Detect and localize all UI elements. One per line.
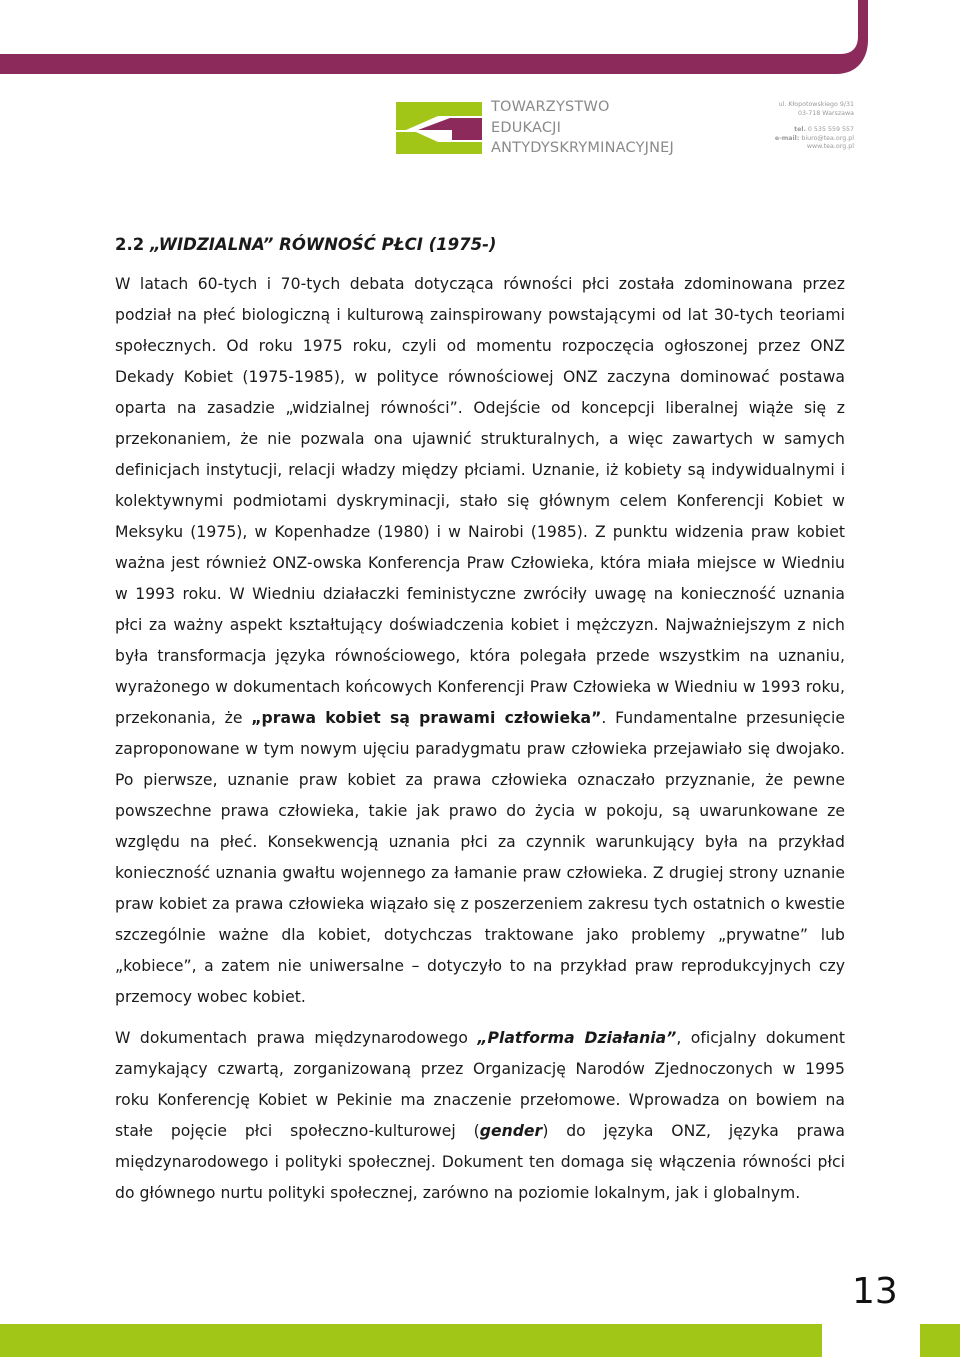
section-heading: 2.2 „WIDZIALNA” RÓWNOŚĆ PŁCI (1975-) [115,235,497,254]
address-line-2: 03-718 Warszawa [797,109,854,117]
org-name-line-1: TOWARZYSTWO [491,99,610,115]
emphasis-gender: gender [479,1122,543,1140]
address-line-1: ul. Kłopotowskiego 9/31 [778,101,854,108]
org-name-line-2: EDUKACJI [491,119,562,136]
website-link[interactable]: www.tea.org.pl [806,143,854,151]
page-number: 13 [852,1271,898,1312]
paragraph-1: W latach 60-tych i 70-tych debata dotycząca równości płci została zdominowana przez podział na płeć biologiczną i kulturową zainspirowany powstającymi od lat 30-tych teoriami społecznych. Od roku 1975 roku, czyli od momentu rozpoczęcia ogłoszonej przez ONZ Dekady Kobiet (1975-1985), w polityce równościowej ONZ zaczyna dominować postawa oparta na zasadzie „widzialnej równości”. Odejście od koncepcji liberalnej wiąże się z przekonaniem, że nie pozwala ona ujawnić strukturalnych, a więc zawartych w samych definicjach instytucji, relacji władzy między płciami. Uznanie, iż kobiety są indywidualnymi i kolektywnymi podmiotami dyskryminacji, stało się głównym celem Konferencji Kobiet w Meksyku (1975), w Kopenhadze (1980) i w Nairobi (1985). Z punktu widzenia praw kobiet ważna jest również ONZ-owska Konferencja Praw Człowieka, która miała miejsce w Wiedniu w 1993 roku. W Wiedniu działaczki feministyczne zwróciły uwagę na konieczność uznania płci za ważny aspekt kształtujący doświadczenia kobiet i mężczyzn. Najważniejszym z nich była transformacja języka równościowego, która polegała przede wszystkim na uznaniu, wyrażonego w dokumentach końcowych Konferencji Praw Człowieka w Wiedniu w 1993 roku, przekonania, że „prawa kobiet są prawami człowieka”. Fundamentalne przesunięcie zaproponowane w tym nowym ujęciu paradygmatu praw człowieka przejawiało się dwojako. Po pierwsze, uznanie praw kobiet za prawa człowieka oznaczało przyznanie, że pewne powszechne prawa człowieka, takie jak prawo do życia w pokoju, są uwarunkowane ze względu na płeć. Konsekwencją uznania płci za czynnik warunkujący była na przykład konieczność uznania gwałtu wojennego za łamanie praw człowieka. Z drugiej strony uznanie praw kobiet za prawa człowieka wiązało się z poszerzeniem zakresu tych ostatnich o kwestie szczególnie ważne dla kobiet, dotychczas traktowane jako problemy „prywatne” lub „kobiece”, a zatem nie uniwersalne – dotyczyło to na przykład praw reprodukcyjnych czy przemocy wobec kobiet. [115,275,845,1006]
tea-logo-mark-icon [396,100,484,156]
emphasis-platforma: „Platforma Działania” [477,1029,677,1047]
document-body [115,233,845,1209]
bold-quote: „prawa kobiet są prawami człowieka” [251,709,602,727]
email-line[interactable]: e-mail: biuro@tea.org.pl [774,134,854,142]
paragraph-2: W dokumentach prawa międzynarodowego „Platforma Działania”, oficjalny dokument zamykający czwartą, zorganizowaną przez Organizację Narodów Zjednoczonych w 1995 roku Konferencję Kobiet w Pekinie ma znaczenie przełomowe. Wprowadza on bowiem na stałe pojęcie płci społeczno-kulturowej (gender) do języka ONZ, języka prawa międzynarodowego i polityki społecznej. Dokument ten domaga się włączenia równości płci do głównego nurtu polityki społecznej, zarówno na poziomie lokalnym, jak i globalnym. [115,1029,846,1202]
organization-name [491,97,674,159]
phone-line: tel. 0 535 559 557 [794,126,854,134]
footer-bar-right [920,1324,960,1357]
header-band [0,0,960,90]
footer-bar-left [0,1324,822,1357]
org-name-line-3: ANTYDYSKRYMINACYJNEJ [491,140,675,156]
contact-block [760,101,854,152]
